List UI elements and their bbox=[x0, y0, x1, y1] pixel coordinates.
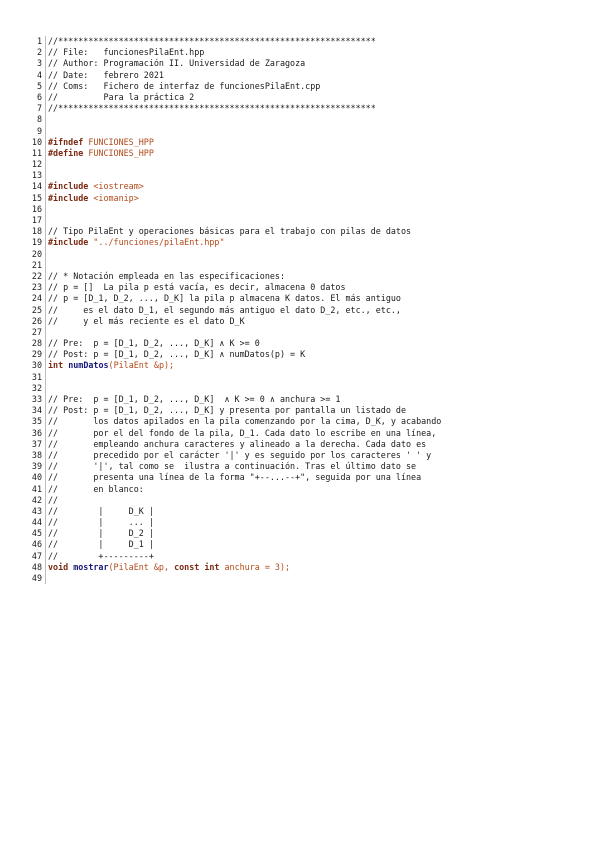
code-token: // presenta una línea de la forma "+--...--+", seguida por una línea bbox=[48, 472, 422, 483]
line-number: 47 bbox=[0, 551, 46, 562]
line-number: 40 bbox=[0, 472, 46, 483]
code-text bbox=[46, 260, 48, 271]
line-number: 34 bbox=[0, 405, 46, 416]
code-line bbox=[0, 450, 600, 461]
line-number: 29 bbox=[0, 349, 46, 360]
code-line bbox=[0, 126, 600, 137]
code-line bbox=[0, 338, 600, 349]
line-number: 31 bbox=[0, 372, 46, 383]
code-text bbox=[46, 562, 290, 573]
code-text bbox=[46, 439, 426, 450]
code-text bbox=[46, 215, 48, 226]
code-text bbox=[46, 293, 401, 304]
line-number: 1 bbox=[0, 36, 46, 47]
line-number: 17 bbox=[0, 215, 46, 226]
code-token: //*************************************************************** bbox=[48, 103, 376, 114]
code-text bbox=[46, 137, 154, 148]
code-text bbox=[46, 383, 48, 394]
code-text bbox=[46, 193, 139, 204]
line-number: 46 bbox=[0, 539, 46, 550]
code-text bbox=[46, 58, 305, 69]
code-token: (PilaEnt &p); bbox=[108, 360, 175, 371]
line-number: 27 bbox=[0, 327, 46, 338]
line-number: 36 bbox=[0, 428, 46, 439]
code-token: // por el del fondo de la pila, D_1. Cada dato lo escribe en una línea, bbox=[48, 427, 437, 438]
code-line bbox=[0, 159, 600, 170]
code-token: // Author: Programación II. Universidad de Zaragoza bbox=[48, 58, 306, 69]
line-number: 49 bbox=[0, 573, 46, 584]
line-number: 8 bbox=[0, 114, 46, 125]
code-token: int bbox=[48, 360, 64, 371]
code-token: mostrar bbox=[73, 561, 109, 572]
code-token: // '|', tal como se ilustra a continuación. Tras el último dato se bbox=[48, 461, 417, 472]
line-number: 19 bbox=[0, 237, 46, 248]
code-token: // en blanco: bbox=[48, 483, 144, 494]
code-text bbox=[46, 349, 305, 360]
code-line bbox=[0, 484, 600, 495]
code-text bbox=[46, 450, 431, 461]
code-token: // Coms: Fichero de interfaz de funcionesPilaEnt.cpp bbox=[48, 80, 321, 91]
line-number: 12 bbox=[0, 159, 46, 170]
code-token: // | D_1 | bbox=[48, 539, 154, 550]
code-token: // Post: p = [D_1, D_2, ..., D_K] ∧ numDatos(p) = K bbox=[48, 349, 306, 360]
code-text bbox=[46, 506, 154, 517]
code-text bbox=[46, 551, 154, 562]
code-token: <iomanip> bbox=[93, 192, 139, 203]
code-text bbox=[46, 226, 411, 237]
code-line bbox=[0, 260, 600, 271]
code-line bbox=[0, 461, 600, 472]
code-line bbox=[0, 81, 600, 92]
line-number: 32 bbox=[0, 383, 46, 394]
code-token: // | D_K | bbox=[48, 505, 154, 516]
code-line bbox=[0, 562, 600, 573]
code-token: numDatos bbox=[68, 360, 109, 371]
code-line bbox=[0, 316, 600, 327]
line-number: 23 bbox=[0, 282, 46, 293]
code-token: FUNCIONES_HPP bbox=[88, 147, 154, 158]
line-number: 7 bbox=[0, 103, 46, 114]
line-number: 16 bbox=[0, 204, 46, 215]
code-text bbox=[46, 405, 406, 416]
line-number: 5 bbox=[0, 81, 46, 92]
code-token: "../funciones/pilaEnt.hpp" bbox=[93, 237, 225, 248]
code-token: // empleando anchura caracteres y alineado a la derecha. Cada dato es bbox=[48, 438, 427, 449]
line-number: 39 bbox=[0, 461, 46, 472]
code-text bbox=[46, 204, 48, 215]
code-text bbox=[46, 372, 48, 383]
code-text bbox=[46, 36, 376, 47]
code-text bbox=[46, 472, 421, 483]
line-number: 33 bbox=[0, 394, 46, 405]
code-token: // +---------+ bbox=[48, 550, 154, 561]
code-text bbox=[46, 92, 194, 103]
code-token: // | D_2 | bbox=[48, 528, 154, 539]
code-line bbox=[0, 193, 600, 204]
code-token: #define bbox=[48, 147, 84, 158]
code-text bbox=[46, 271, 285, 282]
line-number: 20 bbox=[0, 249, 46, 260]
code-token: const int bbox=[174, 561, 220, 572]
code-token: // es el dato D_1, el segundo más antiguo el dato D_2, etc., etc., bbox=[48, 304, 401, 315]
code-text bbox=[46, 461, 416, 472]
code-text bbox=[46, 81, 320, 92]
code-token: // * Notación empleada en las especificaciones: bbox=[48, 270, 285, 281]
code-token: // File: funcionesPilaEnt.hpp bbox=[48, 47, 205, 58]
code-text bbox=[46, 126, 48, 137]
code-line bbox=[0, 204, 600, 215]
code-line bbox=[0, 573, 600, 584]
line-number: 42 bbox=[0, 495, 46, 506]
line-number: 25 bbox=[0, 305, 46, 316]
code-token: // Pre: p = [D_1, D_2, ..., D_K] ∧ K >= 0 ∧ anchura >= 1 bbox=[48, 394, 341, 404]
code-text bbox=[46, 528, 154, 539]
line-number: 48 bbox=[0, 562, 46, 573]
line-number: 15 bbox=[0, 193, 46, 204]
code-text bbox=[46, 103, 376, 114]
code-line bbox=[0, 36, 600, 47]
code-token: #include bbox=[48, 237, 89, 248]
code-token: <iostream> bbox=[93, 181, 144, 192]
line-number: 38 bbox=[0, 450, 46, 461]
code-text bbox=[46, 159, 48, 170]
code-text bbox=[46, 428, 436, 439]
code-token: // Tipo PilaEnt y operaciones básicas para el trabajo con pilas de datos bbox=[48, 226, 412, 237]
code-line bbox=[0, 70, 600, 81]
line-number: 44 bbox=[0, 517, 46, 528]
line-number: 6 bbox=[0, 92, 46, 103]
code-line bbox=[0, 405, 600, 416]
line-number: 43 bbox=[0, 506, 46, 517]
line-number: 3 bbox=[0, 58, 46, 69]
code-line bbox=[0, 271, 600, 282]
code-token: anchura = 3); bbox=[219, 561, 291, 572]
code-token: // p = [D_1, D_2, ..., D_K] la pila p almacena K datos. El más antiguo bbox=[48, 293, 401, 304]
line-number: 37 bbox=[0, 439, 46, 450]
code-token: #include bbox=[48, 192, 89, 203]
line-number: 22 bbox=[0, 271, 46, 282]
code-text bbox=[46, 327, 48, 338]
line-number: 45 bbox=[0, 528, 46, 539]
line-number: 28 bbox=[0, 338, 46, 349]
code-token: FUNCIONES_HPP bbox=[88, 136, 154, 147]
code-text bbox=[46, 338, 260, 349]
line-number: 9 bbox=[0, 126, 46, 137]
code-token: // y el más reciente es el dato D_K bbox=[48, 315, 245, 326]
code-token: // bbox=[48, 494, 59, 505]
code-line bbox=[0, 103, 600, 114]
code-line bbox=[0, 506, 600, 517]
code-token: void bbox=[48, 561, 69, 572]
code-line bbox=[0, 383, 600, 394]
code-text bbox=[46, 114, 48, 125]
line-number: 18 bbox=[0, 226, 46, 237]
code-text bbox=[46, 394, 340, 405]
line-number: 4 bbox=[0, 70, 46, 81]
code-line bbox=[0, 215, 600, 226]
code-token: // Pre: p = [D_1, D_2, ..., D_K] ∧ K >= 0 bbox=[48, 338, 260, 349]
code-line bbox=[0, 428, 600, 439]
line-number: 41 bbox=[0, 484, 46, 495]
code-line bbox=[0, 539, 600, 550]
code-line bbox=[0, 305, 600, 316]
code-text bbox=[46, 305, 401, 316]
code-line bbox=[0, 170, 600, 181]
line-number: 10 bbox=[0, 137, 46, 148]
code-text bbox=[46, 148, 154, 159]
code-line bbox=[0, 237, 600, 248]
line-number: 24 bbox=[0, 293, 46, 304]
line-number: 21 bbox=[0, 260, 46, 271]
code-text bbox=[46, 249, 48, 260]
code-text bbox=[46, 495, 58, 506]
code-line bbox=[0, 495, 600, 506]
code-line bbox=[0, 327, 600, 338]
code-line bbox=[0, 148, 600, 159]
code-line bbox=[0, 293, 600, 304]
code-line bbox=[0, 394, 600, 405]
code-line bbox=[0, 349, 600, 360]
line-number: 30 bbox=[0, 360, 46, 371]
code-text bbox=[46, 181, 144, 192]
code-text bbox=[46, 316, 245, 327]
line-number: 2 bbox=[0, 47, 46, 58]
code-listing bbox=[0, 36, 600, 584]
code-line bbox=[0, 551, 600, 562]
code-line bbox=[0, 181, 600, 192]
code-line bbox=[0, 416, 600, 427]
code-line bbox=[0, 439, 600, 450]
code-line bbox=[0, 47, 600, 58]
line-number: 11 bbox=[0, 148, 46, 159]
code-token: // | ... | bbox=[48, 517, 154, 528]
code-token: // p = [] La pila p está vacía, es decir, almacena 0 datos bbox=[48, 282, 346, 293]
code-text bbox=[46, 70, 164, 81]
code-text bbox=[46, 573, 48, 584]
code-line bbox=[0, 137, 600, 148]
code-token: // precedido por el carácter '|' y es seguido por los caracteres ' ' y bbox=[48, 449, 432, 460]
line-number: 13 bbox=[0, 170, 46, 181]
code-text bbox=[46, 170, 48, 181]
line-number: 35 bbox=[0, 416, 46, 427]
code-token: //*************************************************************** bbox=[48, 36, 376, 46]
code-text bbox=[46, 237, 225, 248]
code-line bbox=[0, 360, 600, 371]
code-line bbox=[0, 114, 600, 125]
code-token: // Post: p = [D_1, D_2, ..., D_K] y presenta por pantalla un listado de bbox=[48, 405, 406, 416]
code-text bbox=[46, 539, 154, 550]
code-token: // Para la práctica 2 bbox=[48, 91, 195, 102]
code-text bbox=[46, 47, 204, 58]
code-text bbox=[46, 484, 144, 495]
code-line bbox=[0, 372, 600, 383]
code-text bbox=[46, 416, 441, 427]
code-token: // los datos apilados en la pila comenzando por la cima, D_K, y acabando bbox=[48, 416, 442, 427]
line-number: 26 bbox=[0, 316, 46, 327]
code-line bbox=[0, 226, 600, 237]
code-token: #ifndef bbox=[48, 136, 84, 147]
code-line bbox=[0, 517, 600, 528]
code-text bbox=[46, 360, 174, 371]
code-text bbox=[46, 517, 154, 528]
code-line bbox=[0, 58, 600, 69]
code-text bbox=[46, 282, 346, 293]
code-line bbox=[0, 282, 600, 293]
code-line bbox=[0, 472, 600, 483]
code-token: // Date: febrero 2021 bbox=[48, 69, 164, 80]
code-token: (PilaEnt &p, bbox=[108, 561, 175, 572]
line-number: 14 bbox=[0, 181, 46, 192]
code-line bbox=[0, 528, 600, 539]
code-line bbox=[0, 92, 600, 103]
code-line bbox=[0, 249, 600, 260]
code-token: #include bbox=[48, 181, 89, 192]
